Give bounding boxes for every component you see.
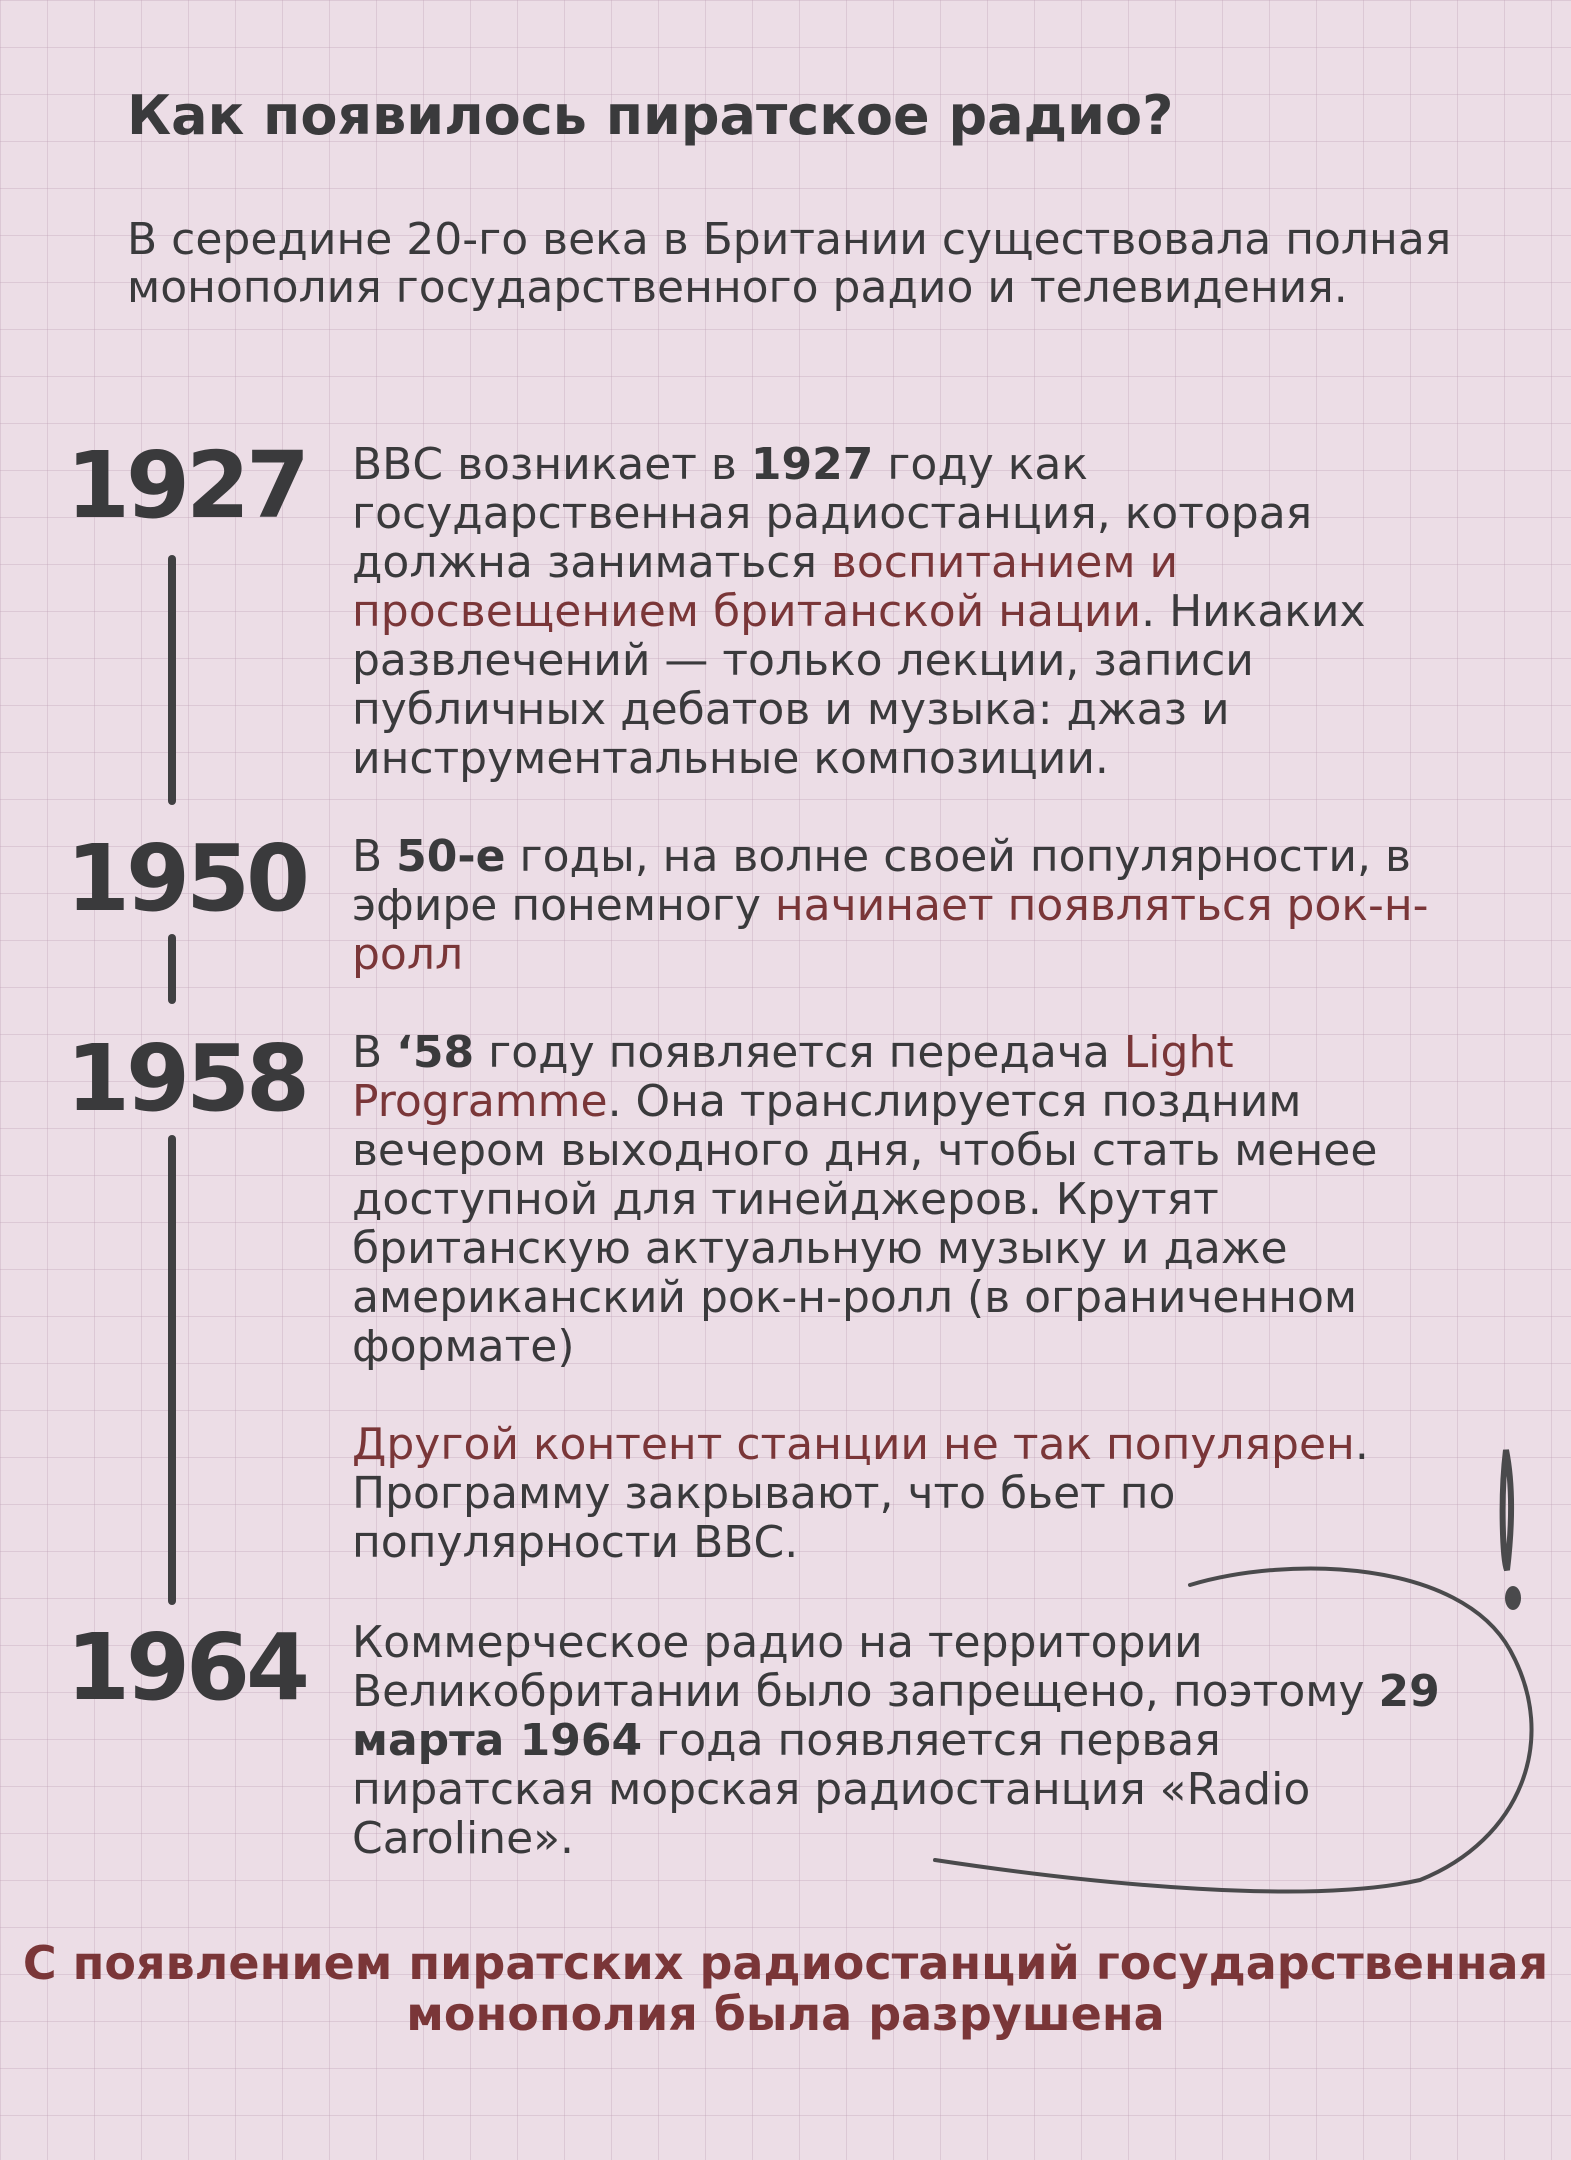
entry-highlight: Light Programme	[352, 1027, 1234, 1127]
entry-text: . Она транслируется поздним вечером выходного дня, чтобы стать менее доступной для тинейджеров. Крутят британскую актуальную музыку и даже американский рок-н-ролл (в ограниченном формате)	[352, 1076, 1378, 1372]
entry-text: Коммерческое радио на территории Великобритании было запрещено, поэтому	[352, 1617, 1379, 1717]
timeline-connector	[168, 934, 176, 1004]
page-title: Как появилось пиратское радио?	[127, 84, 1174, 147]
entry-bold-text: 50-е	[396, 831, 506, 882]
entry-text: . Программу закрывают, что бьет по популярности ВВС.	[352, 1419, 1369, 1568]
entry-text: году появляется передача	[474, 1027, 1124, 1078]
entry-bold-text: ‘58	[396, 1027, 475, 1078]
closing-statement: С появлением пиратских радиостанций государственная монополия была разрушена	[22, 1936, 1549, 2041]
entry-text: В	[352, 1027, 397, 1078]
timeline-entry-1950	[352, 832, 1472, 979]
entry-bold-text: 1927	[750, 439, 874, 490]
timeline-connector	[168, 1135, 176, 1605]
timeline-year-1958: 1958	[66, 1025, 307, 1132]
entry-highlight: воспитанием и просвещением британской нации	[352, 537, 1179, 637]
entry-text: года появляется первая пиратская морская радиостанция «Radio Caroline».	[352, 1715, 1311, 1864]
timeline-year-1964: 1964	[66, 1614, 307, 1721]
entry-highlight: начинает появляться рок-н-ролл	[352, 880, 1429, 980]
entry-text: ВВС возникает в	[352, 439, 751, 490]
entry-highlight: Другой контент станции не так популярен	[352, 1419, 1355, 1470]
timeline-year-1950: 1950	[66, 825, 307, 932]
exclamation-stroke	[1503, 1450, 1511, 1570]
timeline-connector	[168, 555, 176, 805]
entry-text: . Никаких развлечений — только лекции, записи публичных дебатов и музыка: джаз и инструментальные композиции.	[352, 586, 1366, 784]
timeline-entry-1964	[352, 1618, 1472, 1863]
entry-text: году как государственная радиостанция, которая должна заниматься	[352, 439, 1313, 588]
entry-bold-text: 29 марта 1964	[352, 1666, 1440, 1766]
exclamation-dot	[1505, 1586, 1521, 1610]
intro-text: В середине 20-го века в Британии существовала полная монополия государственного радио и телевидения.	[127, 214, 1452, 313]
timeline-entry-1958-continued	[352, 1420, 1472, 1567]
timeline-entry-1958	[352, 1028, 1472, 1371]
timeline-year-1927: 1927	[66, 432, 307, 539]
timeline-entry-1927	[352, 440, 1472, 783]
entry-text: годы, на волне своей популярности, в эфире понемногу	[352, 831, 1411, 931]
entry-text: В	[352, 831, 397, 882]
